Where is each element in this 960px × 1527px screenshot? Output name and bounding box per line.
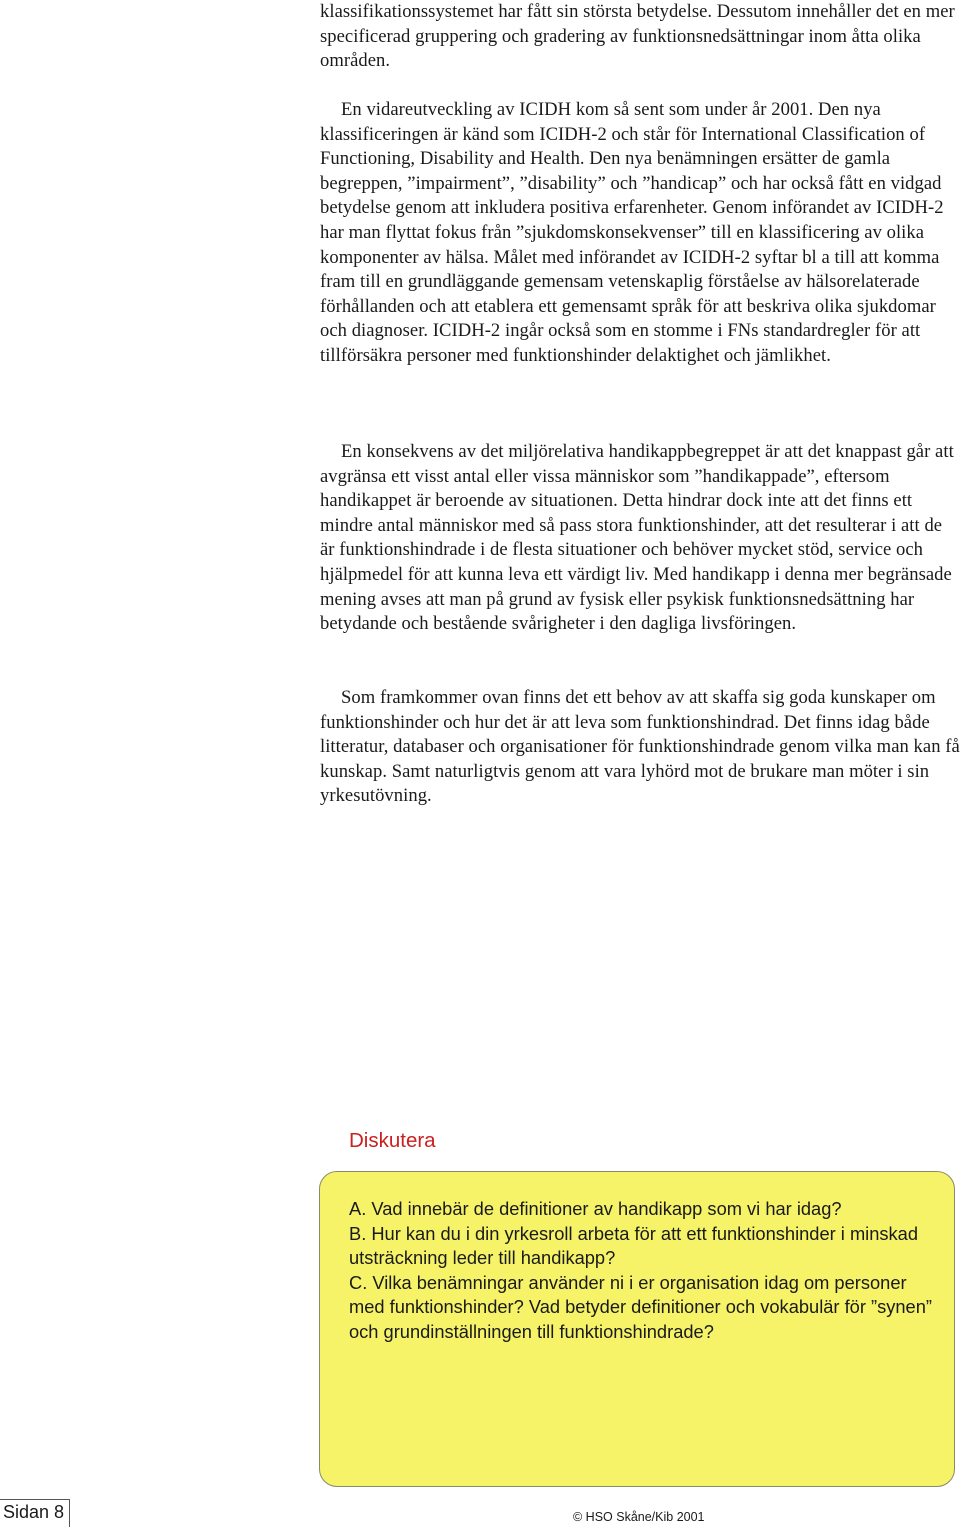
footer-divider-horizontal	[0, 1499, 70, 1500]
copyright-notice: © HSO Skåne/Kib 2001	[573, 1510, 705, 1524]
paragraph-3: En konsekvens av det miljörelativa handikappbegreppet är att det knappast går att avgränsa ett visst antal eller vissa människor som ”handikappade”, eftersom handikappet är beroende av situationen. Detta hindrar dock inte att det finns ett mindre antal människor med så pass stora funktionshinder, att det resulterar i att de är funktionshindrade i de flesta situationer och behöver mycket stöd, service och hjälpmedel för att kunna leva ett värdigt liv. Med handikapp i denna mer begränsade mening avses att man på grund av fysisk eller psykisk funktionsnedsättning har betydande och bestående svårigheter i den dagliga livsföringen.	[320, 441, 954, 635]
page-number: Sidan 8	[3, 1502, 65, 1522]
paragraph-4: Som framkommer ovan finns det ett behov av att skaffa sig goda kunskaper om funktionshinder och hur det är att leva som funktionshindrad. Det finns idag både litteratur, databaser och organisationer för funktionshindrade genom vilka man kan få kunskap. Samt naturligtvis genom att vara lyhörd mot de brukare man möter i sin yrkesutövning.	[320, 687, 960, 807]
question-c: C. Vilka benämningar använder ni i er organisation idag om personer med funktionshinder? Vad betyder definitioner och vokabulär för ”synen” och grundinställningen till funktionshindrade?	[349, 1271, 932, 1342]
paragraph-1: klassifikationssystemet har fått sin största betydelse. Dessutom innehåller det en mer specificerad gruppering och gradering av funktionsnedsättningar inom åtta olika områden.	[320, 1, 955, 72]
discussion-heading: Diskutera	[349, 1129, 436, 1152]
discussion-box	[319, 1171, 955, 1487]
footer-divider-vertical	[69, 1499, 70, 1527]
question-a: A. Vad innebär de definitioner av handikapp som vi har idag?	[349, 1198, 842, 1219]
paragraph-2: En vidareutveckling av ICIDH kom så sent som under år 2001. Den nya klassificeringen är känd som ICIDH-2 och står för International Classification of Functioning, Disability and Health. Den nya benämningen ersätter de gamla begreppen, ”impairment”, ”disability” och ”handicap” och har också fått en vidgad betydelse genom att inkludera positiva erfarenheter. Genom införandet av ICIDH-2 har man flyttat fokus från ”sjukdomskonsekvenser” till en klassificering av olika komponenter av hälsa. Målet med införandet av ICIDH-2 syftar bl a till att komma fram till en grundläggande gemensam vetenskaplig förståelse av hälsorelaterade förhållanden och att etablera ett gemensamt språk för att beskriva olika sjukdomar och diagnoser. ICIDH-2 ingår också som en stomme i FNs standardregler för att tillförsäkra personer med funktionshinder delaktighet och jämlikhet.	[320, 99, 944, 366]
question-b: B. Hur kan du i din yrkesroll arbeta för att ett funktionshinder i minskad utsträckning leder till handikapp?	[349, 1222, 919, 1268]
